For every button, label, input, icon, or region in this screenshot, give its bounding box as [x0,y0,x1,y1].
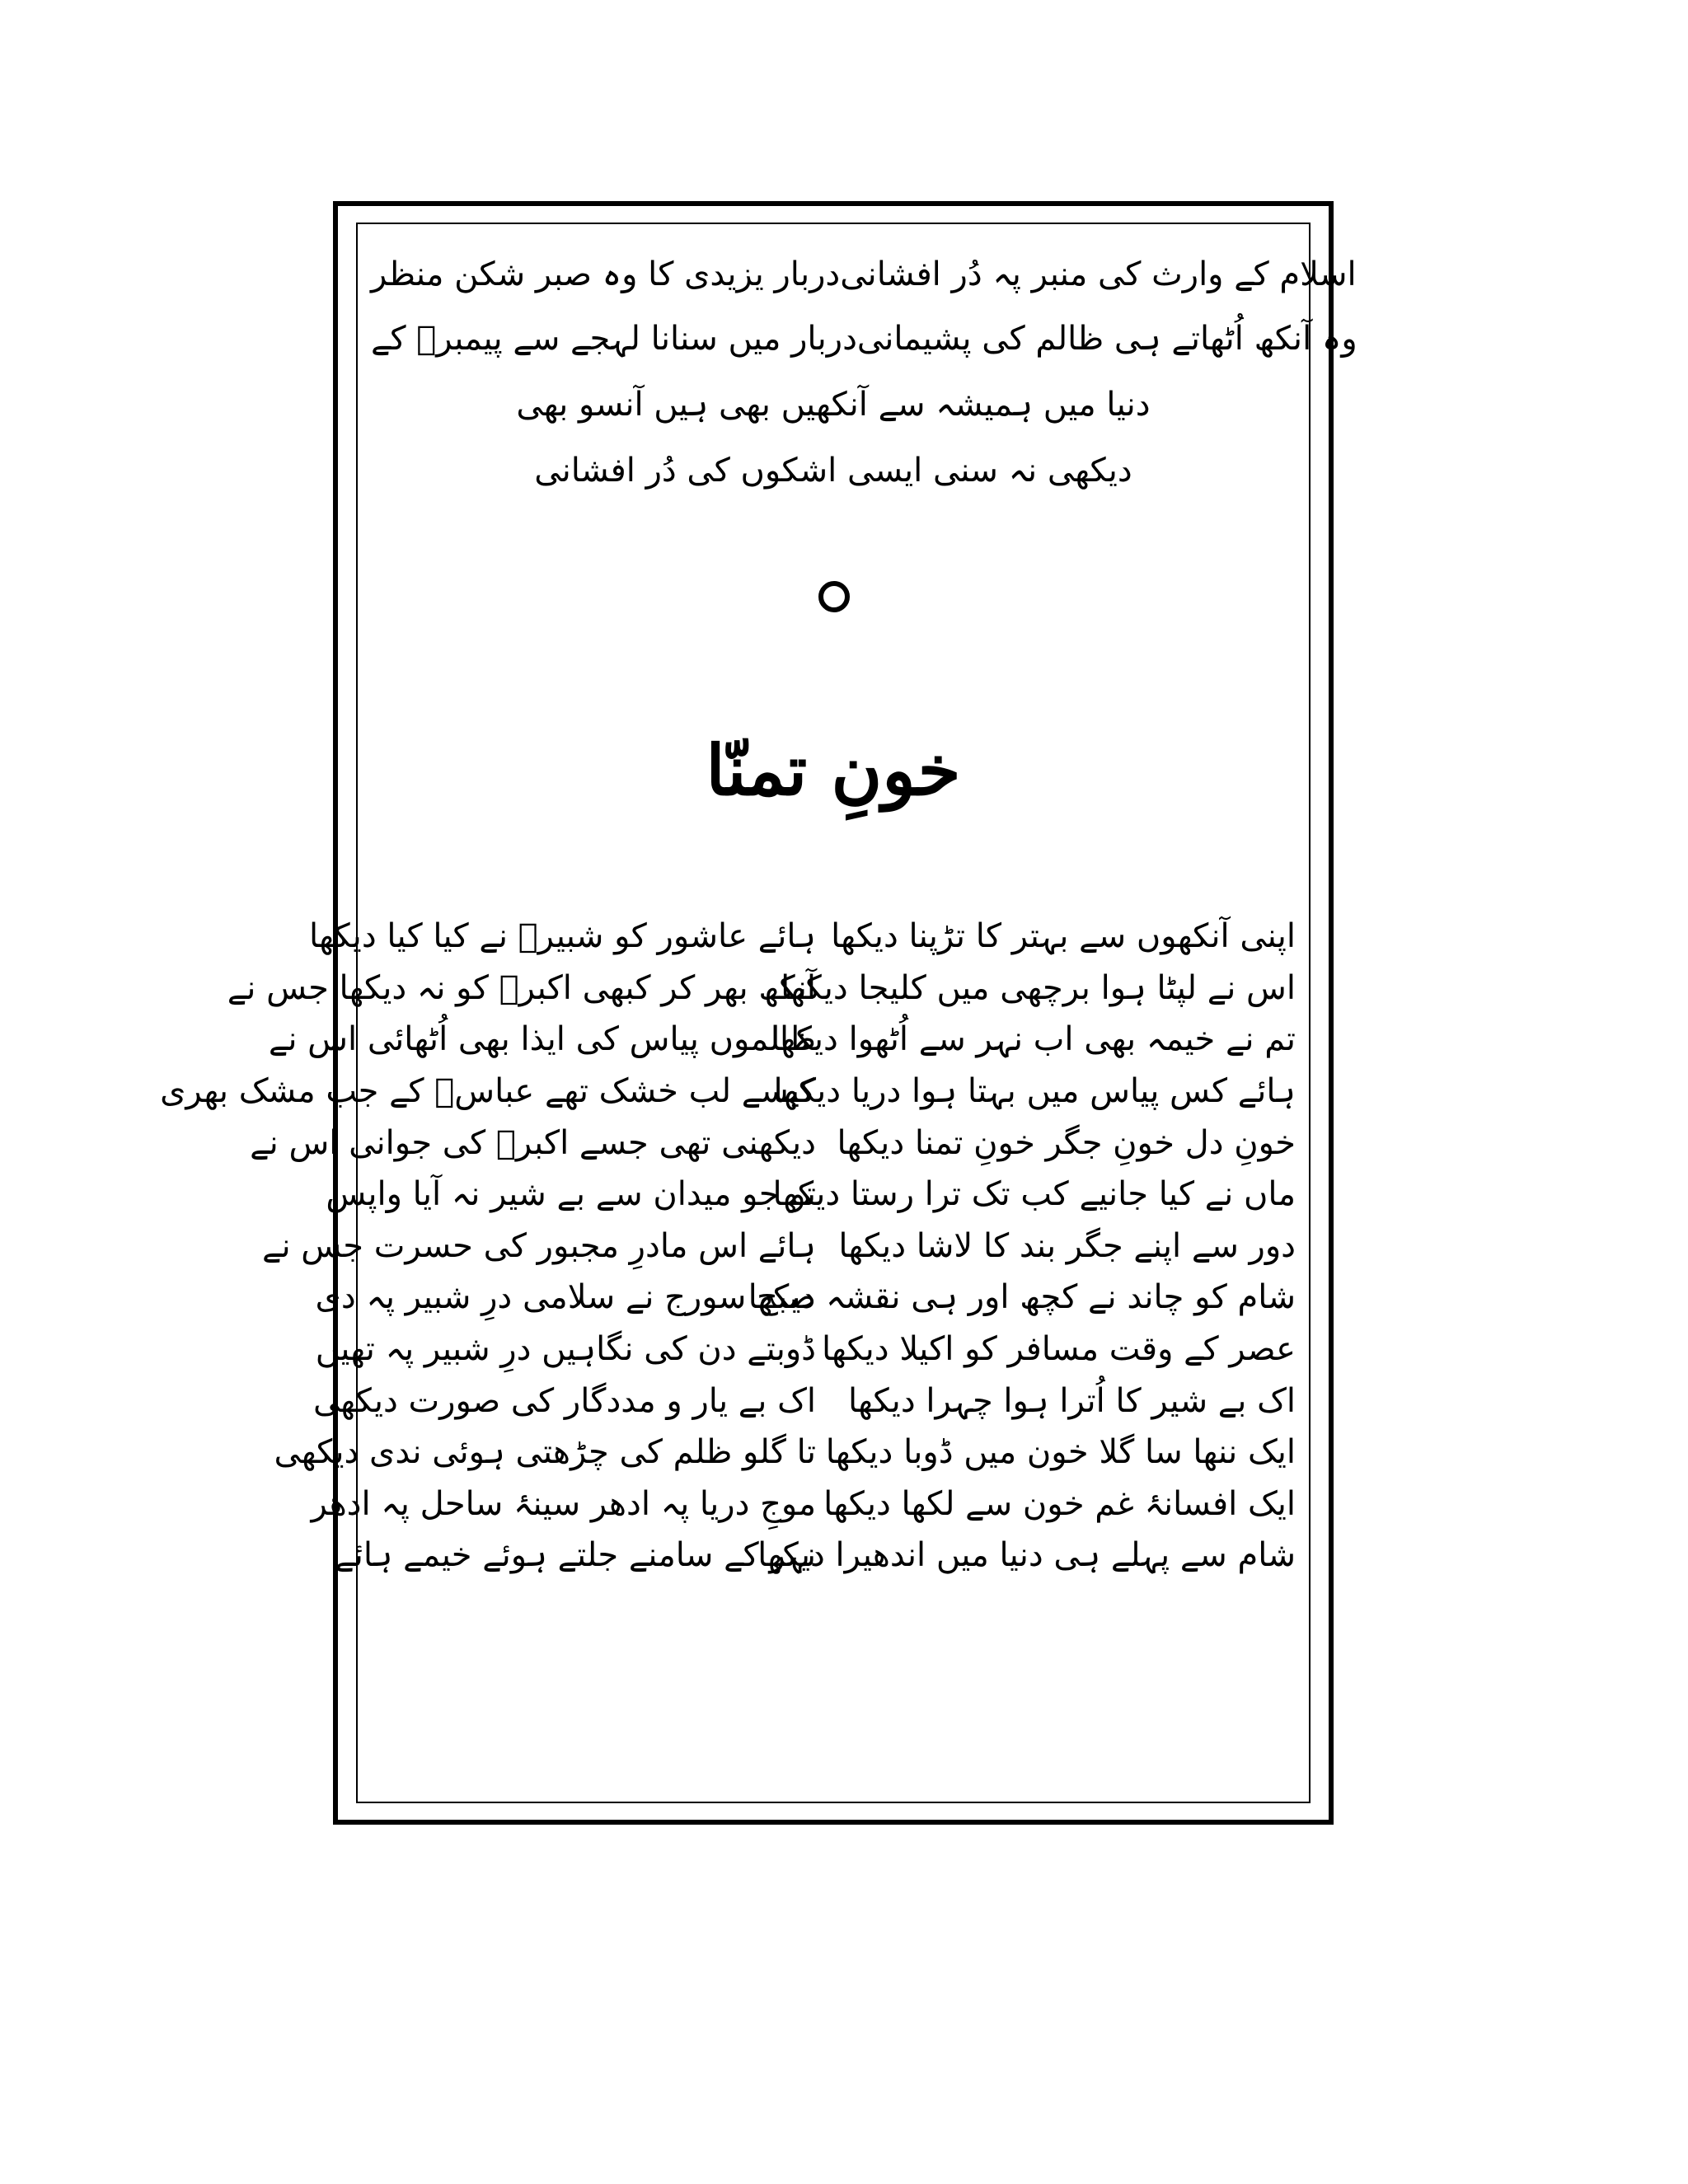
couplet-first-line: ہائے عاشور کو شبیرؑ نے کیا کیا دیکھا [308,917,816,956]
section-divider-circle-icon [818,581,850,612]
couplet-first-line: ظالموں پیاس کی ایذا بھی اُٹھائی اس نے [268,1020,816,1059]
couplet-second-line: شام کو چاند نے کچھ اور ہی نقشہ دیکھا [748,1278,1296,1317]
couplet-second-line: ہائے کس پیاس میں بہتا ہوا دریا دیکھا [773,1072,1296,1111]
poem-title: خونِ تمنّا [706,729,961,811]
couplet-first-line: اک بے یار و مددگار کی صورت دیکھی [312,1381,816,1420]
couplet-second-line: اک بے شیر کا اُترا ہوا چہرا دیکھا [847,1381,1296,1420]
couplet-second-line: اس نے لپٹا ہوا برچھی میں کلیجا دیکھا [781,968,1296,1007]
couplet-second-line: شام سے پہلے ہی دنیا میں اندھیرا دیکھا [757,1536,1296,1575]
couplet-first-line: تا گلو ظلم کی چڑھتی ہوئی ندی دیکھی [274,1433,816,1472]
couplet-first-line: نہر کے سامنے جلتے ہوئے خیمے ہائے [335,1536,816,1575]
intro-row-1-left: اسلام کے وارث کی منبر پہ دُر افشانی [840,255,1357,293]
intro-row-2-left: وہ آنکھ اُٹھاتے ہی ظالم کی پشیمانی [856,320,1357,358]
poem-couplet [268,1014,1296,1066]
poem-couplet [315,1272,1296,1324]
poem-couplet [250,1117,1296,1169]
poem-couplet [315,1324,1296,1376]
poem-couplet [312,1375,1296,1427]
intro-line-3: دنیا میں ہمیشہ سے آنکھیں بھی ہیں آنسو بھی [516,386,1151,424]
couplet-second-line: ماں نے کیا جانیے کب تک ترا رستا دیکھا [772,1175,1296,1214]
couplet-first-line: تو جو میدان سے بے شیر نہ آیا واپس [326,1175,816,1214]
couplet-second-line: تم نے خیمہ بھی اب نہر سے اُٹھوا دیکھا [771,1020,1296,1059]
poem-couplet [227,963,1296,1015]
couplet-first-line: صبح سورج نے سلامی درِ شبیر پہ دی [315,1278,816,1317]
poem-couplet [160,1066,1296,1118]
couplet-second-line: خونِ دل خونِ جگر خونِ تمنا دیکھا [837,1123,1296,1162]
couplet-first-line: ڈوبتے دن کی نگاہیں درِ شبیر پہ تھیں [315,1330,816,1369]
couplet-first-line: کیسے لب خشک تھے عباسؑ کے جب مشک بھری [160,1072,816,1111]
couplet-first-line: آنکھ بھر کر کبھی اکبرؑ کو نہ دیکھا جس نے [227,968,816,1007]
poem-couplet [326,1169,1296,1221]
poem-couplet [308,911,1296,963]
poem-couplet [335,1530,1296,1582]
couplet-first-line: موجِ دریا پہ ادھر سینۂ ساحل پہ ادھر [311,1484,816,1523]
poem-body [160,911,1296,1582]
couplet-first-line: دیکھنی تھی جسے اکبرؑ کی جوانی اس نے [250,1123,816,1162]
intro-line-4: دیکھی نہ سنی ایسی اشکوں کی دُر افشانی [534,452,1132,490]
intro-row-1-right: دربار یزیدی کا وہ صبر شکن منظر [371,255,841,293]
couplet-second-line: دور سے اپنے جگر بند کا لاشا دیکھا [838,1226,1296,1265]
poem-couplet [274,1427,1296,1479]
intro-row-2-right: دربار میں سنانا لہجے سے پیمبرؐ کے [371,320,857,358]
poem-couplet [311,1479,1296,1530]
couplet-second-line: ایک افسانۂ غم خون سے لکھا دیکھا [823,1484,1296,1523]
intro-row-2 [371,316,1357,365]
couplet-second-line: ایک ننھا سا گلا خون میں ڈوبا دیکھا [825,1433,1296,1472]
intro-row-1 [371,251,1357,301]
poem-couplet [262,1221,1296,1272]
couplet-first-line: ہائے اس مادرِ مجبور کی حسرت جس نے [262,1226,816,1265]
couplet-second-line: عصر کے وقت مسافر کو اکیلا دیکھا [821,1330,1296,1369]
couplet-second-line: اپنی آنکھوں سے بہتر کا تڑپنا دیکھا [831,917,1296,956]
